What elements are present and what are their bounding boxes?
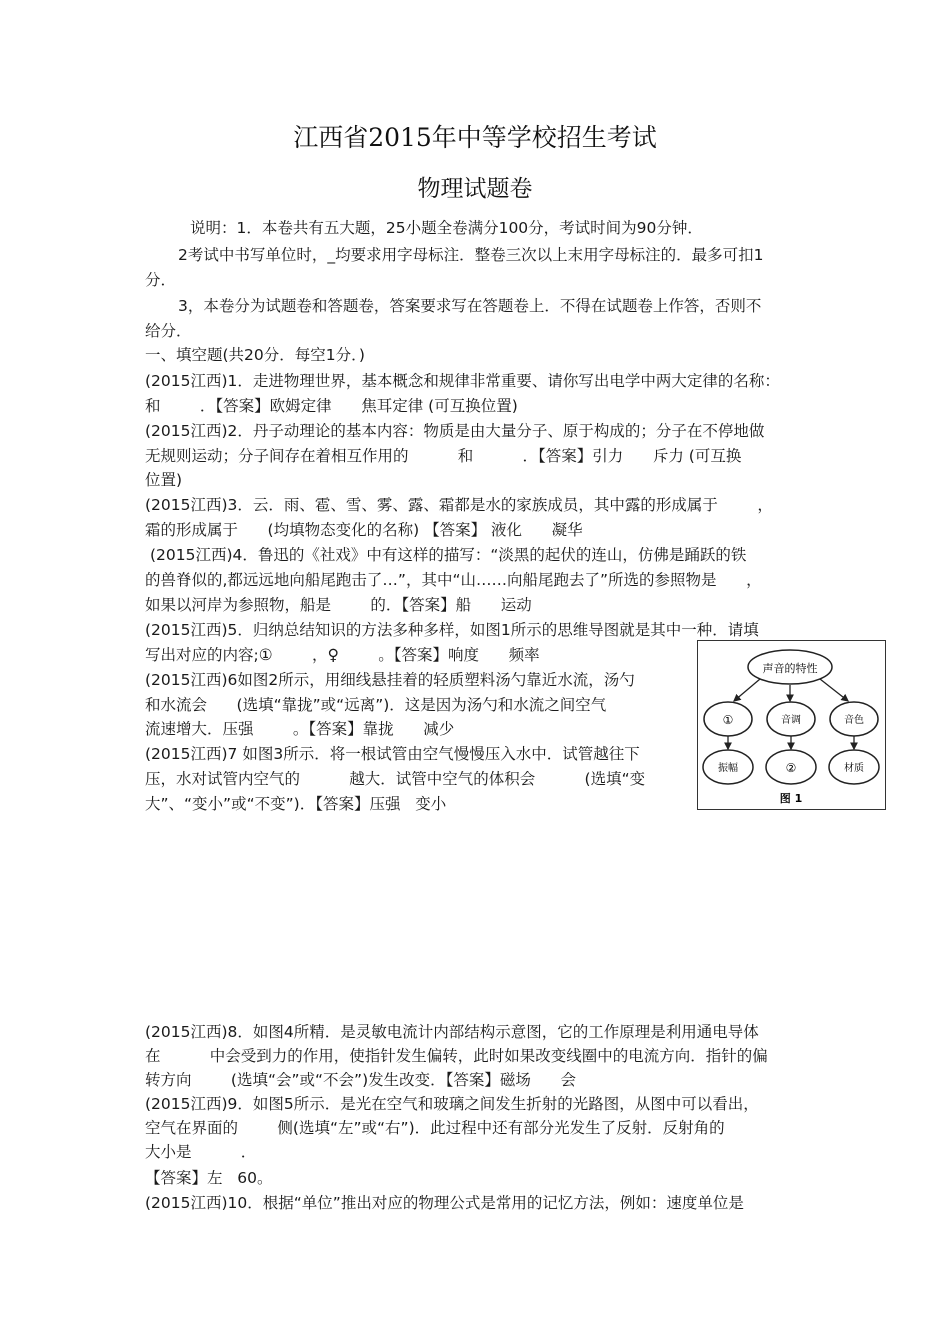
question-line: (2015江西)6如图2所示，用细线悬挂着的轻质塑料汤勺靠近水流，汤勺 <box>145 671 635 689</box>
section-heading: 一、填空题(共20分．每空1分．) <box>145 346 365 364</box>
exam-subtitle: 物理试题卷 <box>417 176 533 202</box>
question-line: 压，水对试管内空气的 越大．试管中空气的体积会 (选填“变 <box>145 770 646 788</box>
instruction-line-3: 分． <box>145 271 177 289</box>
question-line: (2015江西)5．归纳总结知识的方法多种多样，如图1所示的思维导图就是其中一种．请填 <box>145 621 759 639</box>
question-line: 如果以河岸为参照物，船是 的．【答案】船 运动 <box>145 596 532 614</box>
question-line: (2015江西)4．鲁迅的《社戏》中有这样的描写：“淡黑的起伏的连山，仿佛是踊跃的铁 <box>150 546 747 564</box>
bottom-right-label: 材质 <box>844 763 864 774</box>
right-node-label: 音色 <box>844 715 864 726</box>
question-line: (2015江西)7 如图3所示．将一根试管由空气慢慢压入水中．试管越往下 <box>145 745 640 763</box>
question-line: (2015江西)8．如图4所精．是灵敏电流计内部结构示意图，它的工作原理是利用通电导体 <box>145 1023 759 1041</box>
figure-caption: 图 1 <box>779 792 803 805</box>
mind-map-diagram <box>698 641 885 809</box>
question-line: (2015江西)3．云．雨、雹、雪、雾、露、霜都是水的家族成员，其中露的形成属于 ， <box>145 496 773 514</box>
question-line: 转方向 (选填“会”或“不会”)发生改变．【答案】磁场 会 <box>145 1071 576 1089</box>
question-line: (2015江西)9．如图5所示．是光在空气和玻璃之间发生折射的光路图，从图中可以看出， <box>145 1095 759 1113</box>
question-line: 空气在界面的 侧(选填“左”或“右”)．此过程中还有部分光发生了反射．反射角的 <box>145 1119 725 1137</box>
question-line: 无规则运动；分子间存在着相互作用的 和 ．【答案】引力 斥力 (可互换 <box>145 447 742 465</box>
left-node-label: ① <box>722 713 734 727</box>
figure-1-mind-map <box>697 640 886 810</box>
question-line: 大”、“变小”或“不变”)．【答案】压强 变小 <box>145 795 447 813</box>
question-line: (2015江西)2．丹子动理论的基本内容：物质是由大量分子、原于构成的；分子在不停地做 <box>145 422 765 440</box>
question-line: 写出对应的内容;① ，♀ 。【答案】响度 频率 <box>145 646 540 664</box>
question-line: 流速增大．压强 。【答案】靠拢 减少 <box>145 720 455 738</box>
center-node-label: 声音的特性 <box>762 662 818 675</box>
arrow-connector <box>820 679 848 701</box>
arrow-connector <box>734 679 760 701</box>
instruction-line-4: 3，本卷分为试题卷和答题卷，答案要求写在答题卷上．不得在试题卷上作答，否则不 <box>178 297 762 315</box>
question-line: (2015江西)1．走进物理世界，基本概念和规律非常重要、请你写出电学中两大定律的名称： <box>145 372 780 390</box>
question-line: 位置) <box>145 471 183 489</box>
instruction-line-1: 说明：1．本卷共有五大题，25小题全卷满分100分，考试时间为90分钟． <box>190 219 703 237</box>
answer-line: 【答案】左 60。 <box>145 1169 273 1187</box>
mid-node-label: 音调 <box>781 715 801 726</box>
question-line: 和水流会 (选填“靠拢”或“远离”)．这是因为汤勺和水流之间空气 <box>145 696 607 714</box>
bottom-mid-label: ② <box>785 761 797 775</box>
question-line: 和 ．【答案】欧姆定律 焦耳定律 (可互换位置) <box>145 397 518 415</box>
question-line: (2015江西)10．根据“单位”推出对应的物理公式是常用的记忆方法，例如：速度单位是 <box>145 1194 744 1212</box>
question-line: 大小是 ． <box>145 1143 257 1161</box>
question-line: 的兽脊似的,都远远地向船尾跑击了…”，其中“山……向船尾跑去了”所选的参照物是 ， <box>145 571 762 589</box>
exam-title: 江西省2015年中等学校招生考试 <box>293 123 657 152</box>
question-line: 霜的形成属于 (均填物态变化的名称) 【答案】 液化 凝华 <box>145 521 583 539</box>
question-line: 在 中会受到力的作用，使指针发生偏转，此时如果改变线圈中的电流方向．指针的偏 <box>145 1047 768 1065</box>
instruction-line-5: 给分． <box>145 322 192 340</box>
bottom-left-label: 振幅 <box>718 763 738 774</box>
instruction-line-2: 2考试中书写单位时，_均要求用字母标注．整卷三次以上末用字母标注的．最多可扣1 <box>178 246 764 264</box>
